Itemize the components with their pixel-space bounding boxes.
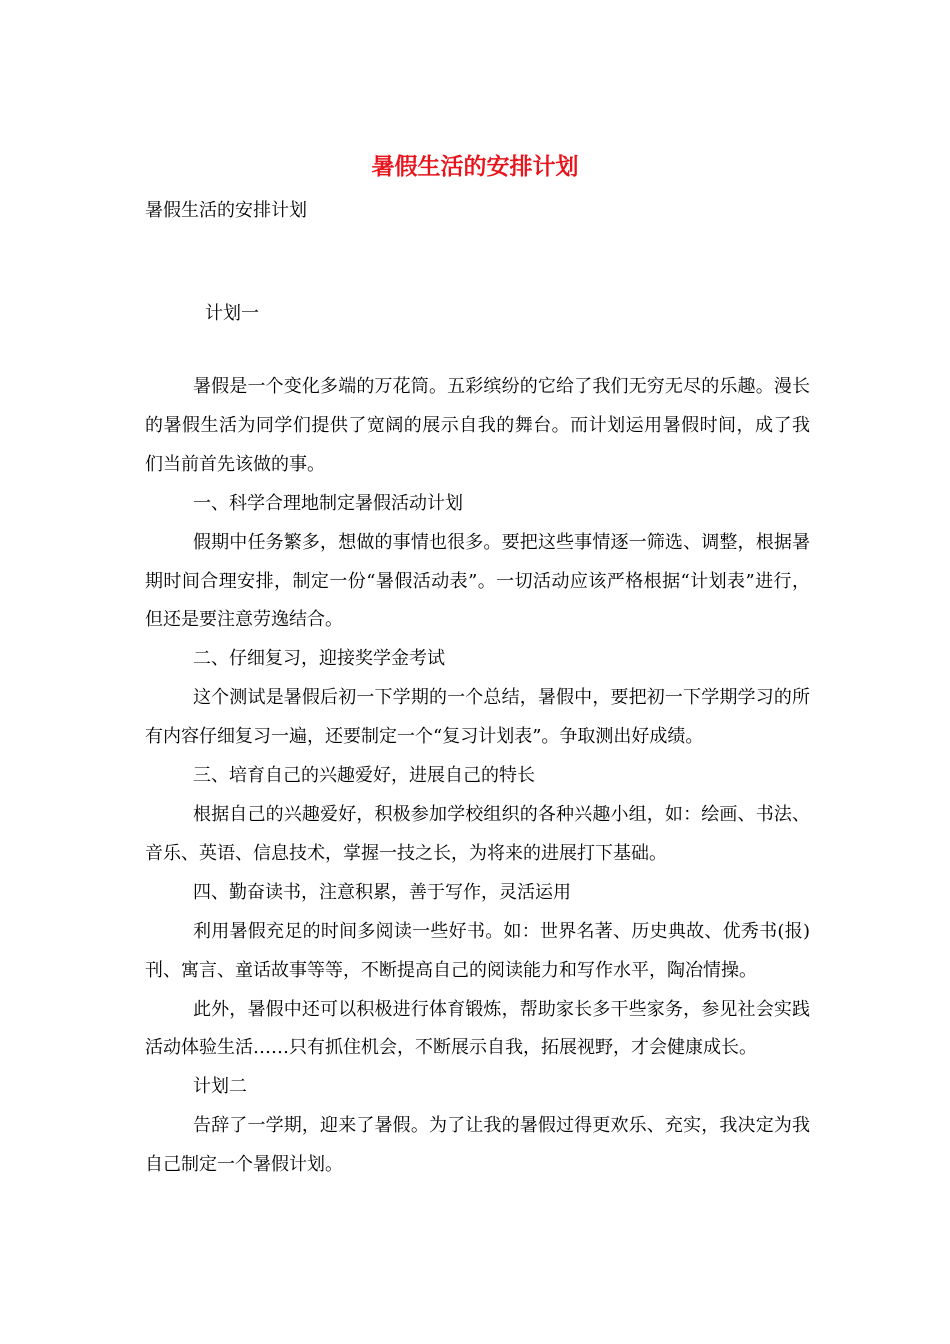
plan-two-heading: 计划二 bbox=[193, 1076, 247, 1098]
section-heading-4: 四、勤奋读书，注意积累，善于写作，灵活运用 bbox=[193, 881, 571, 903]
paragraph-4: 利用暑假充足的时间多阅读一些好书。如：世界名著、历史典故、优秀书(报)刊、寓言、童话故事等等，不断提高自己的阅读能力和写作水平，陶冶情操。 bbox=[145, 920, 810, 981]
paragraph-2: 这个测试是暑假后初一下学期的一个总结，暑假中，要把初一下学期学习的所有内容仔细复习一遍，还要制定一个“复习计划表”。争取测出好成绩。 bbox=[145, 687, 810, 748]
paragraph-1: 假期中任务繁多，想做的事情也很多。要把这些事情逐一筛选、调整，根据暑期时间合理安排，制定一份“暑假活动表”。一切活动应该严格根据“计划表”进行，但还是要注意劳逸结合。 bbox=[145, 531, 810, 631]
document-title: 暑假生活的安排计划 bbox=[371, 154, 579, 180]
plan-one-heading: 计划一 bbox=[205, 303, 259, 324]
paragraph-5: 此外，暑假中还可以积极进行体育锻炼，帮助家长多干些家务，参见社会实践活动体验生活……只有抓住机会，不断展示自我，拓展视野，才会健康成长。 bbox=[145, 998, 810, 1059]
paragraph-intro: 暑假是一个变化多端的万花筒。五彩缤纷的它给了我们无穷无尽的乐趣。漫长的暑假生活为同学们提供了宽阔的展示自我的舞台。而计划运用暑假时间，成了我们当前首先该做的事。 bbox=[145, 376, 810, 475]
document-body bbox=[145, 368, 810, 1185]
document-subtitle: 暑假生活的安排计划 bbox=[145, 200, 307, 221]
paragraph-3: 根据自己的兴趣爱好，积极参加学校组织的各种兴趣小组，如：绘画、书法、音乐、英语、信息技术，掌握一技之长，为将来的进展打下基础。 bbox=[145, 803, 810, 864]
section-heading-1: 一、科学合理地制定暑假活动计划 bbox=[193, 492, 463, 514]
section-heading-3: 三、培育自己的兴趣爱好，进展自己的特长 bbox=[193, 765, 535, 787]
paragraph-6: 告辞了一学期，迎来了暑假。为了让我的暑假过得更欢乐、充实，我决定为我自己制定一个暑假计划。 bbox=[145, 1115, 810, 1176]
section-heading-2: 二、仔细复习，迎接奖学金考试 bbox=[193, 648, 445, 670]
